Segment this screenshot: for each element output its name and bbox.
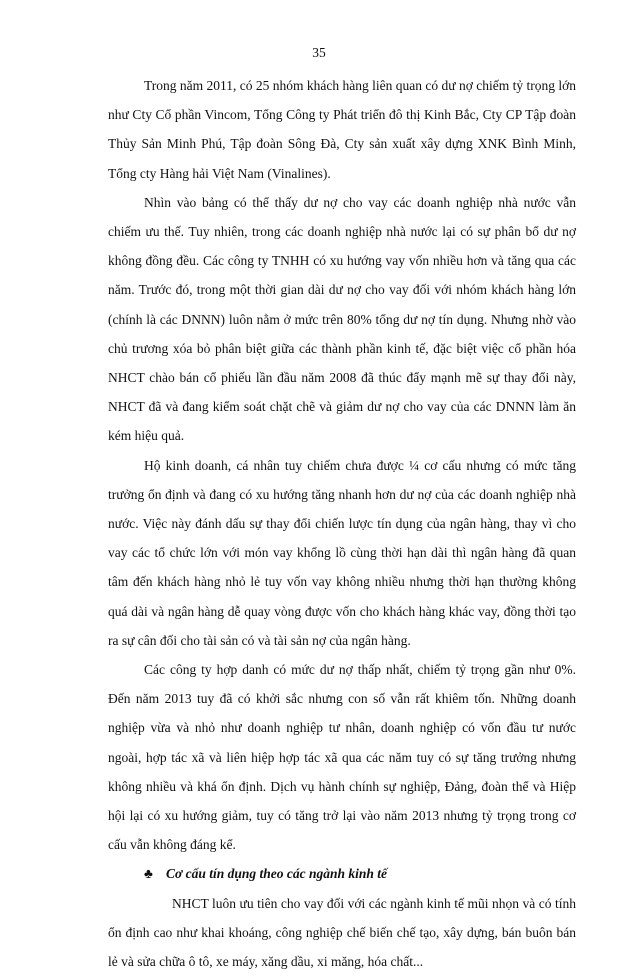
document-body <box>108 71 576 976</box>
club-bullet-icon: ♣ <box>144 866 153 882</box>
paragraph-customer-groups: Trong năm 2011, có 25 nhóm khách hàng liên quan có dư nợ chiếm tỷ trọng lớn như Cty Cổ phần Vincom, Tổng Công ty Phát triển đô thị Kinh Bắc, Cty CP Tập đoàn Thủy Sản Minh Phú, Tập đoàn Sông Đà, Cty sản xuất xây dựng XNK Bình Minh, Tổng cty Hàng hải Việt Nam (Vinalines). <box>108 78 576 181</box>
page-number: 35 <box>312 45 326 60</box>
paragraph-partnerships: Các công ty hợp danh có mức dư nợ thấp nhất, chiếm tỷ trọng gần như 0%. Đến năm 2013 tuy đã có khởi sắc nhưng con số vẫn rất khiêm tốn. Những doanh nghiệp vừa và nhỏ như doanh nghiệp tư nhân, doanh nghiệp có vốn đầu tư nước ngoài, hợp tác xã và liên hiệp hợp tác xã qua các năm tuy có sự tăng trưởng nhưng không nhiều và khá ổn định. Dịch vụ hành chính sự nghiệp, Đảng, đoàn thể và Hiệp hội lại có xu hướng giảm, tuy có tăng trở lại vào năm 2013 nhưng tỷ trọng trong cơ cấu vẫn không đáng kể. <box>108 662 576 853</box>
paragraph-state-enterprises: Nhìn vào bảng có thể thấy dư nợ cho vay các doanh nghiệp nhà nước vẫn chiếm ưu thế. Tuy nhiên, trong các doanh nghiệp nhà nước lại có sự phân bổ dư nợ không đồng đều. Các công ty TNHH có xu hướng vay vốn nhiều hơn và tăng qua các năm. Trước đó, trong một thời gian dài dư nợ cho vay đối với nhóm khách hàng lớn (chính là các DNNN) luôn nằm ở mức trên 80% tổng dư nợ tín dụng. Nhưng nhờ vào chủ trương xóa bỏ phân biệt giữa các thành phần kinh tế, đặc biệt việc cổ phần hóa NHCT chào bán cổ phiếu lần đầu năm 2008 đã thúc đẩy mạnh mẽ sự thay đổi này, NHCT đã và đang kiểm soát chặt chẽ và giảm dư nợ cho vay của các DNNN làm ăn kém hiệu quả. <box>108 194 576 444</box>
section-heading-text: Cơ cấu tín dụng theo các ngành kinh tế <box>166 866 388 882</box>
paragraph-economic-sectors: NHCT luôn ưu tiên cho vay đối với các ngành kinh tế mũi nhọn và có tính ổn định cao như khai khoáng, công nghiệp chế biến chế tạo, xây dựng, bán buôn bán lẻ và sửa chữa ô tô, xe máy, xăng dầu, xi măng, hóa chất... <box>108 895 576 970</box>
section-heading <box>108 859 576 888</box>
paragraph-households: Hộ kinh doanh, cá nhân tuy chiếm chưa được ¼ cơ cấu nhưng có mức tăng trưởng ổn định và đang có xu hướng tăng nhanh hơn dư nợ của các doanh nghiệp nhà nước. Việc này đánh dấu sự thay đổi chiến lược tín dụng của ngân hàng, thay vì cho vay các tổ chức lớn với món vay khổng lồ cùng thời hạn dài thì ngân hàng đã quan tâm đến khách hàng nhỏ lẻ tuy vốn vay không nhiều nhưng thời hạn thường không quá dài và ngân hàng dễ quay vòng được vốn cho khách hàng khác vay, đồng thời tạo ra sự cân đối cho tài sản có và tài sản nợ của ngân hàng. <box>108 457 576 648</box>
